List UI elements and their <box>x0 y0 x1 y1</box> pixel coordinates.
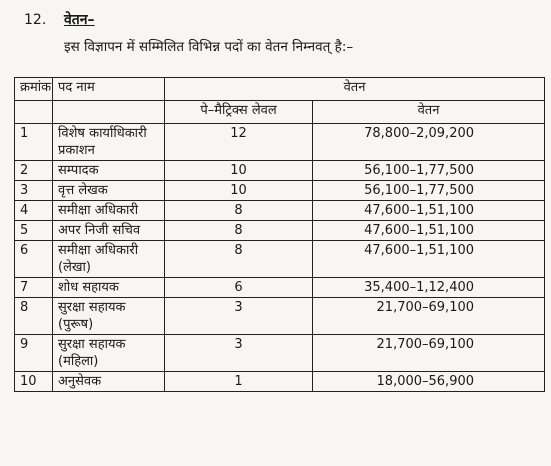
cell-post: सम्पादक <box>53 161 165 181</box>
subheader-row <box>15 101 545 124</box>
cell-level: 10 <box>165 181 313 201</box>
cell-level: 3 <box>165 298 313 335</box>
cell-salary: 21,700–69,100 <box>313 335 545 372</box>
cell-level: 8 <box>165 201 313 221</box>
salary-table <box>14 77 545 392</box>
cell-post: अपर निजी सचिव <box>53 221 165 241</box>
cell-serial: 10 <box>15 372 53 392</box>
cell-post: शोध सहायक <box>53 278 165 298</box>
cell-salary: 35,400–1,12,400 <box>313 278 545 298</box>
cell-salary: 78,800–2,09,200 <box>313 124 545 161</box>
header-empty-serial <box>15 101 53 124</box>
cell-post: सुरक्षा सहायक (महिला) <box>53 335 165 372</box>
table-row <box>15 241 545 278</box>
cell-serial: 3 <box>15 181 53 201</box>
header-row <box>15 78 545 101</box>
cell-post: समीक्षा अधिकारी <box>53 201 165 221</box>
header-serial: क्रमांक <box>15 78 53 101</box>
header-salary-group: वेतन <box>165 78 545 101</box>
cell-serial: 2 <box>15 161 53 181</box>
cell-post: वृत्त लेखक <box>53 181 165 201</box>
cell-serial: 1 <box>15 124 53 161</box>
cell-level: 3 <box>165 335 313 372</box>
cell-level: 6 <box>165 278 313 298</box>
section-title: वेतन– <box>64 12 95 28</box>
table-row <box>15 161 545 181</box>
table-row <box>15 124 545 161</box>
cell-post: अनुसेवक <box>53 372 165 392</box>
section-heading <box>24 10 95 29</box>
table-row <box>15 298 545 335</box>
table-row <box>15 201 545 221</box>
section-intro: इस विज्ञापन में सम्मिलित विभिन्न पदों का वेतन निम्नवत् है:– <box>64 39 354 55</box>
table-row <box>15 221 545 241</box>
table-row <box>15 181 545 201</box>
cell-post: समीक्षा अधिकारी (लेखा) <box>53 241 165 278</box>
cell-salary: 21,700–69,100 <box>313 298 545 335</box>
header-salary: वेतन <box>313 101 545 124</box>
cell-serial: 7 <box>15 278 53 298</box>
cell-salary: 47,600–1,51,100 <box>313 201 545 221</box>
cell-post: विशेष कार्याधिकारी प्रकाशन <box>53 124 165 161</box>
cell-salary: 47,600–1,51,100 <box>313 221 545 241</box>
cell-salary: 56,100–1,77,500 <box>313 181 545 201</box>
table-row <box>15 372 545 392</box>
cell-level: 12 <box>165 124 313 161</box>
cell-level: 10 <box>165 161 313 181</box>
cell-serial: 9 <box>15 335 53 372</box>
cell-salary: 47,600–1,51,100 <box>313 241 545 278</box>
cell-salary: 56,100–1,77,500 <box>313 161 545 181</box>
header-pay-level: पे–मैट्रिक्स लेवल <box>165 101 313 124</box>
cell-post: सुरक्षा सहायक (पुरूष) <box>53 298 165 335</box>
cell-serial: 4 <box>15 201 53 221</box>
cell-serial: 5 <box>15 221 53 241</box>
cell-level: 8 <box>165 221 313 241</box>
header-post: पद नाम <box>53 78 165 101</box>
cell-level: 1 <box>165 372 313 392</box>
cell-serial: 8 <box>15 298 53 335</box>
cell-salary: 18,000–56,900 <box>313 372 545 392</box>
table-row <box>15 335 545 372</box>
cell-level: 8 <box>165 241 313 278</box>
table-row <box>15 278 545 298</box>
cell-serial: 6 <box>15 241 53 278</box>
section-number: 12. <box>24 12 47 28</box>
header-empty-post <box>53 101 165 124</box>
